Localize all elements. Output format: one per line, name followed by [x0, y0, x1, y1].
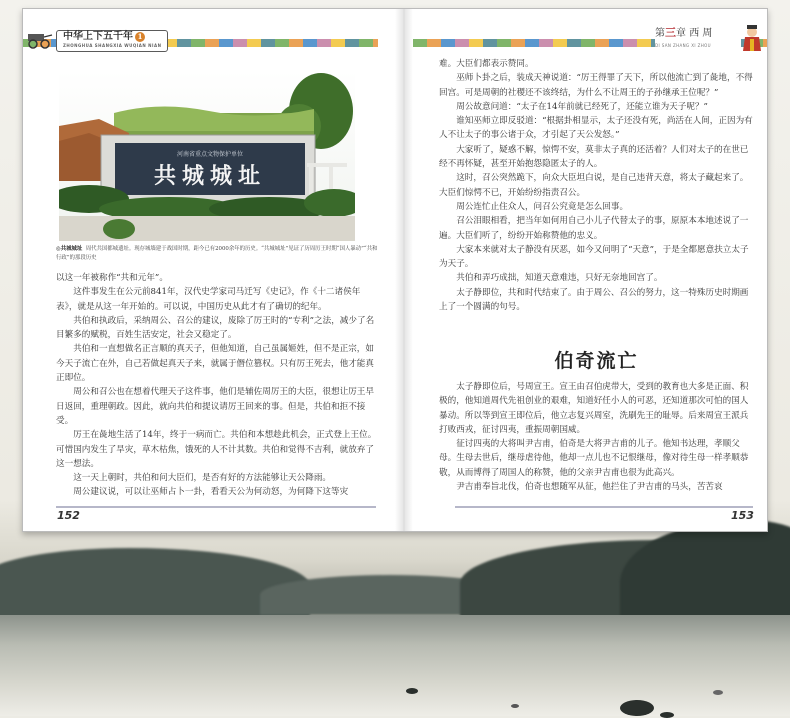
city-wall-site-photo — [59, 71, 355, 241]
paragraph: 大家本来就对太子静没有厌恶，如今又问明了“天意”，于是全都愿意扶立太子为天子。 — [439, 244, 749, 270]
paragraph: 共伯和弄巧成拙，知道天意难违，只好无奈地回宫了。 — [456, 273, 663, 284]
paragraph: 共伯和执政后，采纳周公、召公的建议，废除了厉王时的“专利”之法，减少了名目繁多的赋税，百姓生活安定，社会又稳定了。 — [56, 315, 375, 341]
paragraph: 谁知巫师立即反驳道：“根据卦相显示，太子还没有死，尚活在人间，正因为有人不让太子的事公诸于众，才引起了天公发怒。” — [439, 116, 753, 141]
paragraph: 这时，召公突然跪下，向众大臣坦白说，是自己违背天意，将太子藏起来了。大臣们惊愕不已，开始纷纷指责召公。 — [439, 173, 749, 198]
paragraph: 难。大臣们都表示赞同。 — [439, 59, 534, 69]
mountain-silhouette — [620, 520, 790, 620]
chapter-prefix: 第 — [655, 28, 665, 39]
page-number-right: 153 — [731, 509, 754, 522]
paragraph: 大家听了，疑惑不解，惊愕不安，莫非太子真的还活着？人们对太子的在世已经不再怀疑，甚至开始抱怨隐匿太子的人。 — [439, 144, 749, 170]
paragraph: 共伯和一直想做名正言顺的真天子，但他知道，自己虽属姬姓，但不是正宗，如今天子流亡在外，自己若做起真天子来，就属于僭位篡权。只有厉王死去，他才能真正即位。 — [56, 344, 374, 384]
chariot-icon — [25, 31, 53, 49]
paragraph: 周公和召公也在想着代理天子这件事，他们是辅佐周厉王的大臣，很想让厉王早日返回，重理朝政。因此，就向共伯和提议请厉王回来的事。但是，共伯和拒不接受。 — [56, 387, 374, 426]
paragraph: 周公连忙止住众人，问召公究竟是怎么回事。 — [456, 201, 629, 212]
caption-tag: ◎共城城址 — [56, 246, 83, 252]
chapter-suffix: 章 — [676, 28, 686, 39]
footer-rule-right — [455, 506, 753, 508]
series-title-box — [56, 30, 168, 52]
paragraph: 这件事发生在公元前841年，汉代史学家司马迁写《史记》，作《十二诸侯年表》，就是从这一年开始的。可以说，中国历史从此才有了确切的纪年。 — [56, 287, 361, 312]
paragraph: 征讨四夷的大将叫尹吉甫，伯奇是大将尹吉甫的儿子。他知书达理，孝顺父母。生母去世后，继母虐待他，他却一点儿也不记恨继母，像对待生母一样孝顺恭敬，从而博得了周国人的称赞，他的父亲尹吉甫也很为此高兴。 — [439, 439, 749, 478]
page-number-left: 152 — [57, 509, 80, 522]
right-page-text-top — [439, 57, 754, 314]
chapter-subtitle: DI SAN ZHANG XI ZHOU — [655, 43, 712, 48]
stone — [620, 700, 654, 716]
chapter-title: 西 周 — [689, 28, 713, 39]
right-page-text-bottom — [439, 380, 754, 494]
photo-caption — [56, 245, 378, 263]
paragraph: 巫师卜卦之后，装成天神说道：“厉王得罪了天下，所以他流亡到了彘地，不得回宫。可是周朝的社稷还不该终结，为什么不让周王的子孙继承王位呢？” — [439, 73, 753, 98]
caption-text: 周代共国都城遗址。现存城墙建于战国时期，距今已有2000余年的历史。“共城城址”见证了历周厉王时期“国人暴动”“共和行政”的那段历史 — [56, 246, 378, 261]
paragraph: 召公泪眼相看，把当年如何用自己小儿子代替太子的事，原原本本地述说了一遍。大臣们听了，纷纷开始称赞他的忠义。 — [439, 216, 749, 241]
book-gutter — [395, 9, 413, 531]
paragraph: 尹吉甫奉旨北伐，伯奇也想随军从征，他拦住了尹吉甫的马头，苦苦哀 — [456, 482, 723, 493]
plaque-small-text: 河南省重点文物保护单位 — [176, 151, 244, 158]
paragraph: 太子静即位后，号周宣王。宣王由召伯虎带大，受到的教育也大多是正面、积极的，他知道周代先祖创业的艰难，知道好任小人的可恶，还知道那次可怕的国人暴动。所以等到宣王即位后，他立志复兴周室，洗刷先王的耻辱。后来周宣王派兵打败西戎，征讨四夷，重振周朝国威。 — [439, 382, 749, 435]
lake-water — [0, 615, 790, 716]
left-page-text — [56, 271, 378, 500]
chapter-heading — [655, 27, 741, 49]
footer-rule-left — [56, 506, 376, 508]
open-book — [22, 8, 768, 532]
paragraph: 周公建议说，可以让巫师占卜一卦，看看天公为何动怒，为何降下这等灾 — [73, 487, 349, 498]
paragraph: 这一天上朝时，共伯和问大臣们，是否有好的方法能够让天公降雨。 — [73, 473, 332, 484]
section-title: 伯奇流亡 — [554, 350, 639, 372]
paragraph: 以这一年被称作“共和元年”。 — [56, 273, 168, 283]
stone — [713, 690, 723, 695]
paragraph: 厉王在彘地生活了14年，终于一病而亡。共伯和本想趁此机会，正式登上王位。可惜国内发生了旱灾，草木枯焦，饿死的人不计其数。共伯和觉得不吉利，就放弃了这一想法。 — [56, 430, 377, 469]
paragraph: 太子静即位，共和时代结束了。由于周公、召公的努力，这一特殊历史时期画上了一个圆满的句号。 — [439, 287, 749, 313]
volume-badge: 1 — [135, 32, 145, 42]
plaque-main-text: 共城城址 — [153, 163, 267, 189]
ancient-figure-icon — [741, 25, 763, 51]
stone — [406, 688, 418, 694]
stone — [660, 712, 674, 718]
stone — [511, 704, 519, 708]
series-subtitle: ZHONGHUA SHANGXIA WUQIAN NIAN — [63, 43, 162, 48]
paragraph: 周公故意问道：“太子在14年前就已经死了，还能立谁为天子呢？” — [456, 101, 708, 112]
series-title: 中华上下五千年 — [63, 31, 133, 42]
chapter-number: 三 — [665, 26, 676, 39]
